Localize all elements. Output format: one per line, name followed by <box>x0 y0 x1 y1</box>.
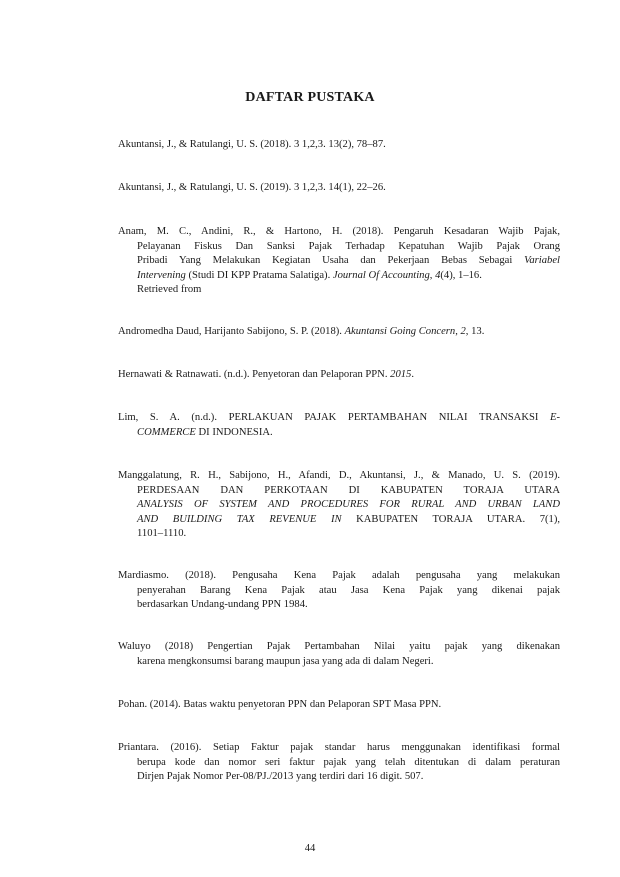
reference-hernawati <box>118 368 560 383</box>
page-number: 44 <box>304 843 316 854</box>
reference-line: Akuntansi, J., & Ratulangi, U. S. (2019). 3 1,2,3. 14(1), 22–26. <box>118 182 386 193</box>
reference-line <box>118 325 560 340</box>
reference-akuntansi-2018 <box>118 138 560 153</box>
reference-line: Retrieved from <box>137 284 202 296</box>
reference-lim <box>118 411 560 440</box>
reference-line <box>118 269 560 284</box>
reference-line: karena mengkonsumsi barang maupun jasa yang ada di dalam Negeri. <box>137 655 434 667</box>
reference-line <box>118 426 560 441</box>
reference-italic-text: Variabel <box>524 255 560 267</box>
reference-mardiasmo-2018 <box>118 569 560 613</box>
reference-anam-2018 <box>118 225 560 298</box>
reference-line: penyerahan Barang Kena Pajak atau Jasa Kena Pajak yang dikenai pajak <box>137 584 560 596</box>
reference-line: Pelayanan Fiskus Dan Sanksi Pajak Terhadap Kepatuhan Wajib Pajak Orang <box>137 240 560 252</box>
reference-line <box>118 254 560 269</box>
reference-line: Akuntansi, J., & Ratulangi, U. S. (2018). 3 1,2,3. 13(2), 78–87. <box>118 139 386 150</box>
reference-text: (Studi DI KPP Pratama Salatiga). <box>185 269 333 281</box>
year-italic: 2015 <box>390 369 412 380</box>
reference-italic-text: COMMERCE <box>137 426 196 438</box>
reference-italic-text: Intervening <box>137 269 186 281</box>
reference-line: Mardiasmo. (2018). Pengusaha Kena Pajak adalah pengusaha yang melakukan <box>118 570 560 581</box>
reference-line: berupa kode dan nomor seri faktur pajak yang telah ditentukan di dalam peraturan <box>137 756 560 768</box>
reference-line: Anam, M. C., Andini, R., & Hartono, H. (2018). Pengaruh Kesadaran Wajib Pajak, <box>118 226 560 237</box>
reference-line <box>118 368 560 383</box>
reference-text: KABUPATEN TORAJA UTARA. 7(1), <box>341 513 561 525</box>
reference-text: Andromedha Daud, Harijanto Sabijono, S. P. (2018). <box>118 326 345 337</box>
reference-text: DI INDONESIA. <box>195 426 273 438</box>
reference-text: , <box>455 326 461 337</box>
reference-pohan-2014 <box>118 698 560 713</box>
reference-line: Priantara. (2016). Setiap Faktur pajak standar harus menggunakan identifikasi formal <box>118 742 560 753</box>
reference-line <box>118 513 560 528</box>
volume-number: 4 <box>435 269 441 281</box>
page-title: DAFTAR PUSTAKA <box>245 90 375 105</box>
reference-text: Lim, S. A. (n.d.). PERLAKUAN PAJAK PERTAMBAHAN NILAI TRANSAKSI <box>118 412 550 423</box>
reference-line: Waluyo (2018) Pengertian Pajak Pertambahan Nilai yaitu pajak yang dikenakan <box>118 641 560 652</box>
reference-line: Dirjen Pajak Nomor Per-08/PJ./2013 yang terdiri dari 16 digit. 507. <box>137 771 424 783</box>
journal-name: Journal Of Accounting <box>332 269 430 281</box>
reference-andromedha-2018 <box>118 325 560 340</box>
reference-priantara-2016 <box>118 741 560 785</box>
journal-name: Akuntansi Going Concern <box>344 326 456 337</box>
reference-text: Hernawati & Ratnawati. (n.d.). Penyetoran dan Pelaporan PPN. <box>118 369 391 380</box>
reference-text: (4), 1–16. <box>440 269 482 281</box>
reference-text: Pribadi Yang Melakukan Kegiatan Usaha dan Pekerjaan Bebas Sebagai <box>137 255 525 267</box>
reference-line: Pohan. (2014). Batas waktu penyetoran PPN dan Pelaporan SPT Masa PPN. <box>118 699 442 710</box>
reference-italic-text: E- <box>550 412 560 423</box>
reference-line <box>118 411 560 426</box>
volume-number: 2 <box>460 326 466 337</box>
reference-italic-text: ANALYSIS OF SYSTEM AND PROCEDURES FOR RURAL AND URBAN LAND <box>137 499 560 511</box>
reference-akuntansi-2019 <box>118 181 560 196</box>
reference-text: , 13. <box>465 326 485 337</box>
reference-italic-text: AND BUILDING TAX REVENUE IN <box>137 513 342 525</box>
reference-line: Manggalatung, R. H., Sabijono, H., Afandi, D., Akuntansi, J., & Manado, U. S. (2019). <box>118 470 560 481</box>
reference-line <box>118 498 560 513</box>
reference-line: berdasarkan Undang-undang PPN 1984. <box>137 599 308 611</box>
reference-manggalatung-2019 <box>118 469 560 542</box>
reference-line: 1101–1110. <box>137 528 187 540</box>
reference-line: PERDESAAN DAN PERKOTAAN DI KABUPATEN TORAJA UTARA <box>137 484 560 496</box>
reference-waluyo-2018 <box>118 640 560 669</box>
reference-text: , <box>429 269 436 281</box>
reference-text: . <box>411 369 414 380</box>
